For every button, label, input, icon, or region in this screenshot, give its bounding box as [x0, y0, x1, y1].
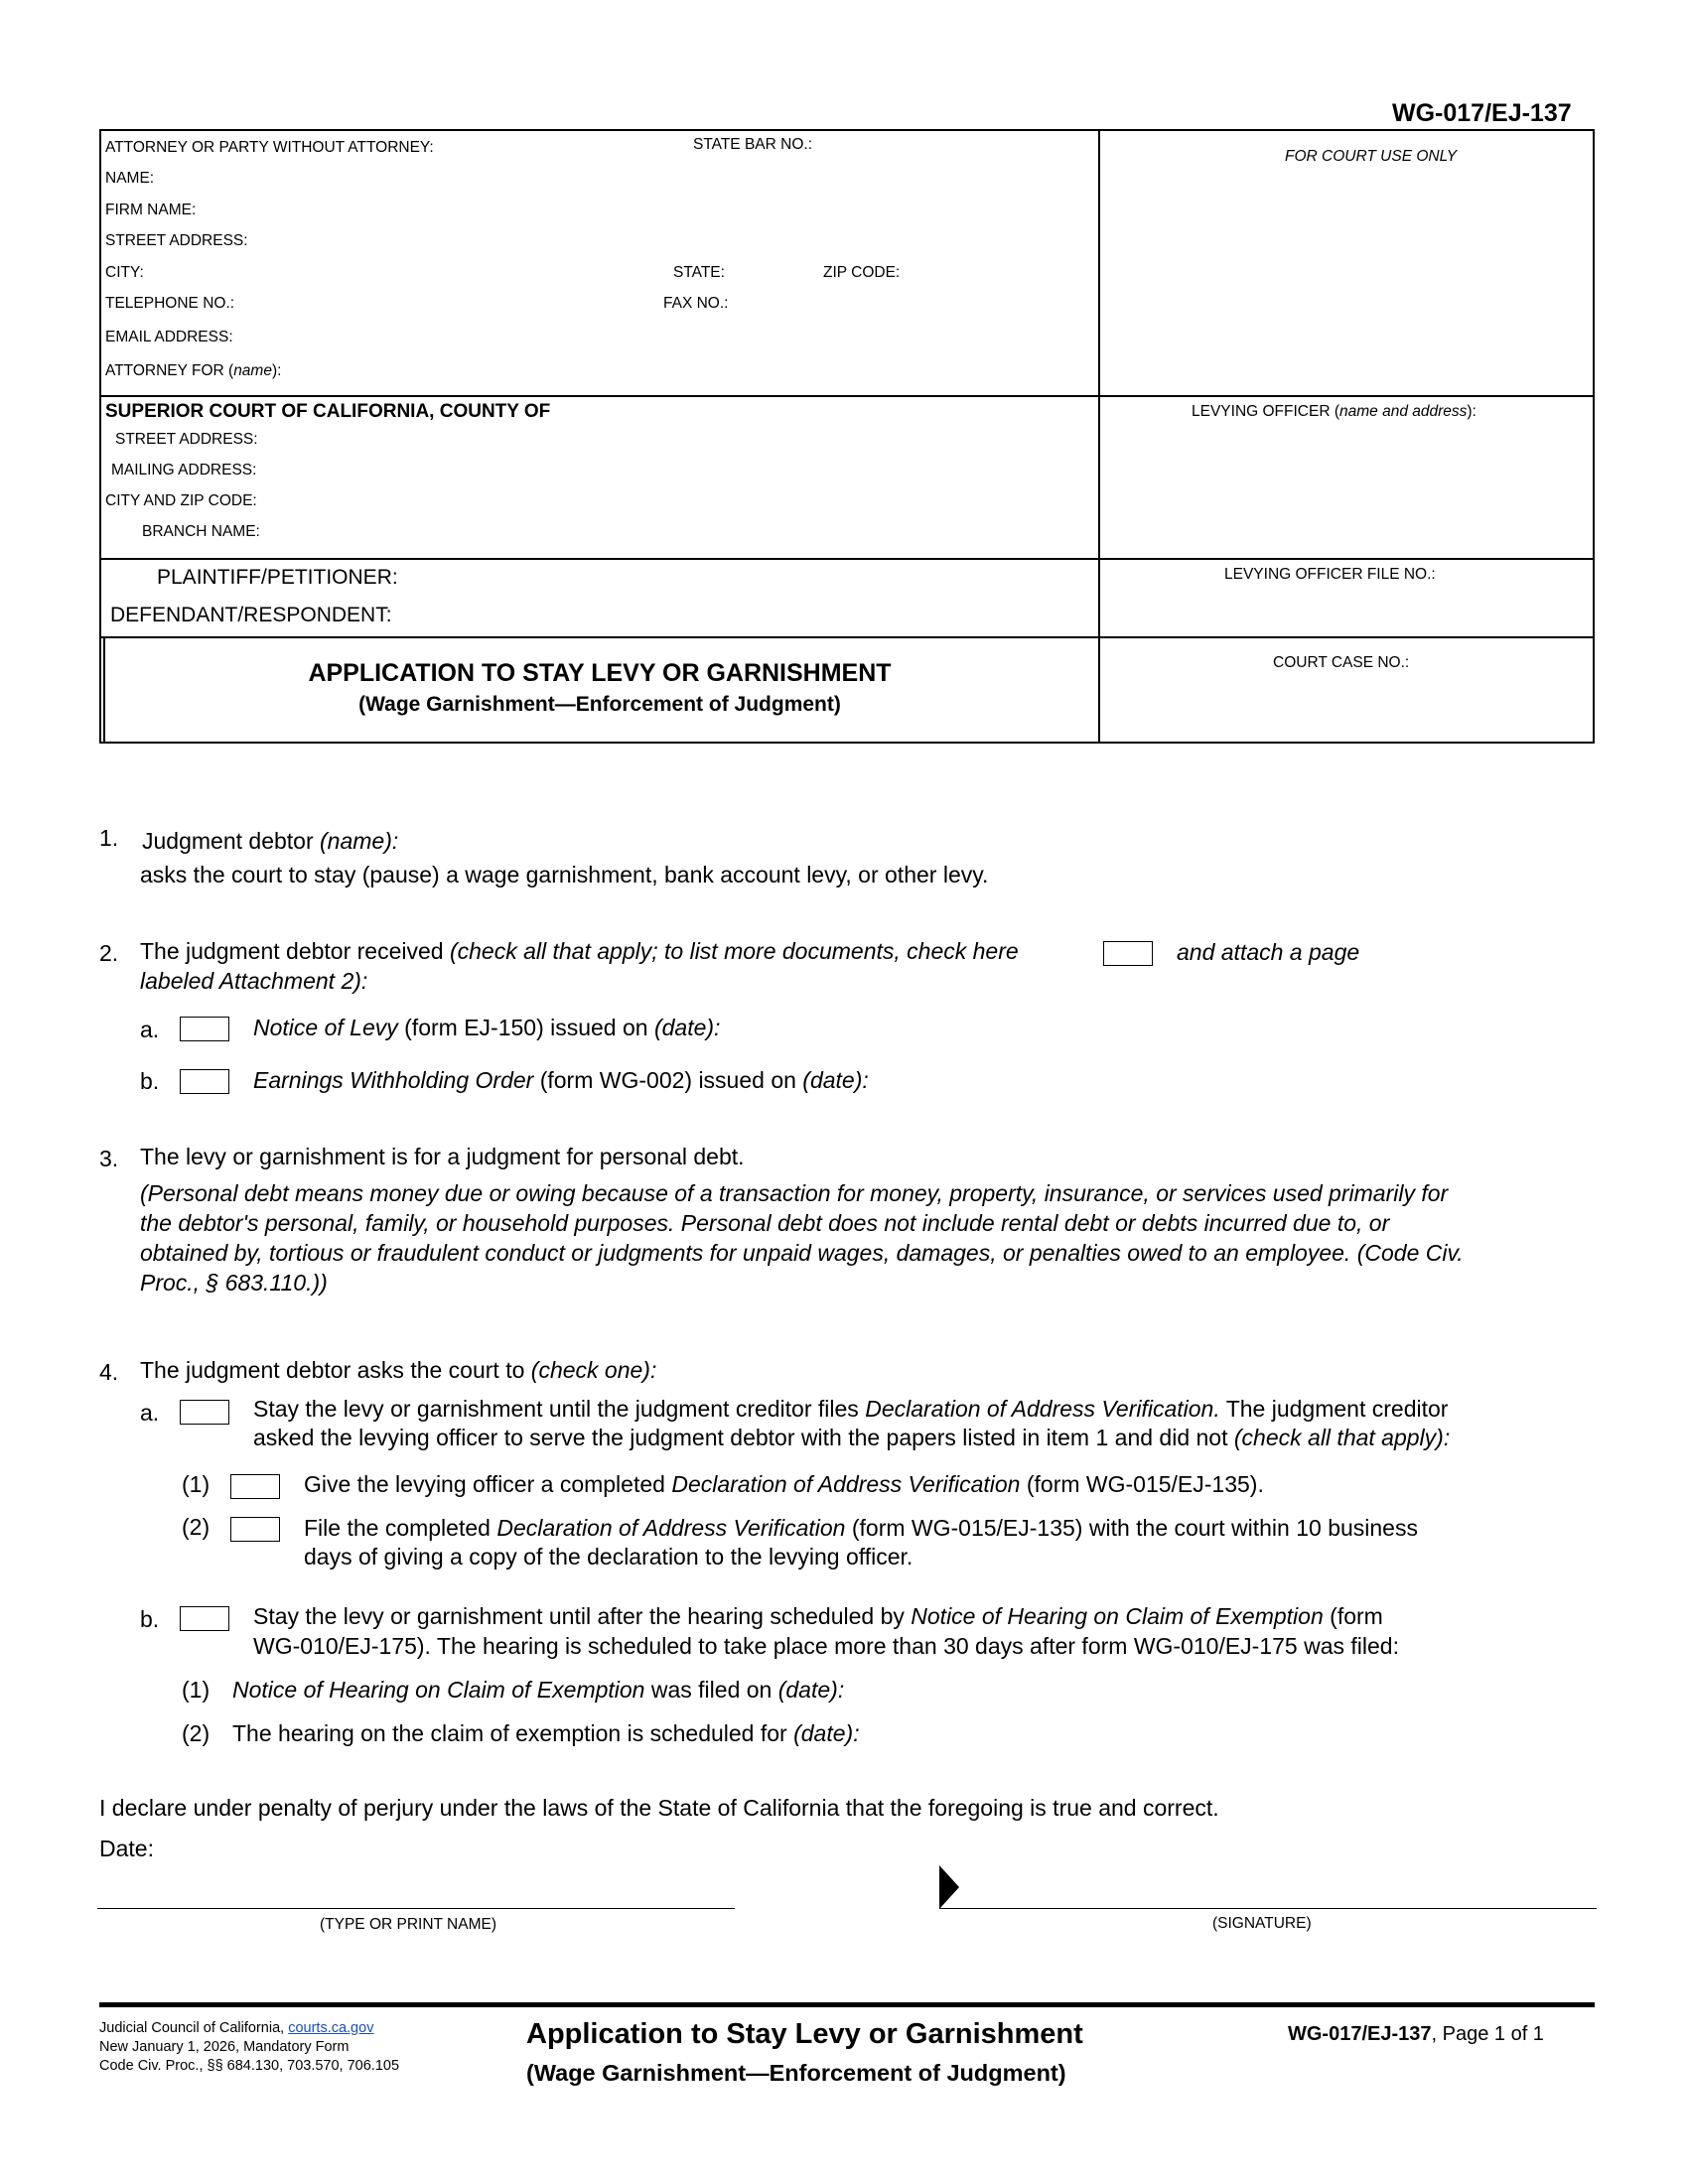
item-4b2-date: (date): [793, 1720, 860, 1746]
item-4b-line1 [253, 1603, 1383, 1630]
footer-revision: New January 1, 2026, Mandatory Form [99, 2039, 350, 2055]
item-4b1-italic: Notice of Hearing on Claim of Exemption [232, 1677, 645, 1703]
earnings-withholding-checkbox[interactable] [180, 1069, 229, 1094]
telephone-label: TELEPHONE NO.: [105, 295, 235, 312]
footer-form-id: WG-017/EJ-137 [1288, 2023, 1432, 2045]
row-divider-2 [99, 558, 1595, 560]
signature-arrow-icon [937, 1863, 961, 1911]
state-label: STATE: [673, 264, 725, 281]
item-4b1-mid: was filed on [644, 1677, 778, 1703]
item-4a2-post: (form WG-015/EJ-135) with the court within 10 business [845, 1515, 1418, 1541]
header-top-border [99, 129, 1595, 131]
print-name-line[interactable] [97, 1908, 735, 1909]
file-declaration-checkbox[interactable] [230, 1517, 280, 1542]
item-3-text: The levy or garnishment is for a judgment for personal debt. [140, 1144, 745, 1169]
attachment-2-checkbox[interactable] [1103, 941, 1153, 966]
item-4b-line1-italic: Notice of Hearing on Claim of Exemption [911, 1603, 1324, 1629]
item-4a1-italic: Declaration of Address Verification [671, 1471, 1021, 1497]
zip-code-label: ZIP CODE: [823, 264, 901, 281]
court-mailing-label: MAILING ADDRESS: [111, 462, 257, 478]
defendant-label: DEFENDANT/RESPONDENT: [110, 604, 392, 626]
item-4a-line2-pre: asked the levying officer to serve the judgment debtor with the papers listed in item 1 and did not [253, 1425, 1234, 1450]
item-4b2-main: The hearing on the claim of exemption is scheduled for [232, 1720, 794, 1746]
item-4-text [140, 1357, 656, 1384]
stay-until-hearing-checkbox[interactable] [180, 1606, 229, 1631]
item-4b-line1-pre: Stay the levy or garnishment until after the hearing scheduled by [253, 1603, 912, 1629]
item-2b-italic: Earnings Withholding Order [253, 1067, 534, 1093]
court-title: SUPERIOR COURT OF CALIFORNIA, COUNTY OF [105, 401, 551, 422]
item-2a-letter: a. [140, 1017, 160, 1042]
name-label: NAME: [105, 170, 155, 187]
item-4-number: 4. [99, 1359, 119, 1385]
header-left-border [99, 129, 101, 744]
form-title: APPLICATION TO STAY LEVY OR GARNISHMENT [308, 659, 892, 687]
item-2-text-after: and attach a page [1177, 939, 1360, 965]
street-address-label: STREET ADDRESS: [105, 232, 248, 249]
footer-council-text: Judicial Council of California, [99, 2020, 289, 2036]
footer-council [99, 2020, 373, 2036]
plaintiff-label: PLAINTIFF/PETITIONER: [157, 566, 398, 589]
item-2-number: 2. [99, 940, 119, 966]
item-4-text-main: The judgment debtor asks the court to [140, 1357, 531, 1383]
form-subtitle: (Wage Garnishment—Enforcement of Judgment) [358, 693, 841, 716]
footer-subtitle: (Wage Garnishment—Enforcement of Judgment) [526, 2060, 1066, 2086]
state-bar-label: STATE BAR NO.: [693, 136, 812, 153]
attorney-for-end: ): [271, 362, 282, 379]
levying-file-label: LEVYING OFFICER FILE NO.: [1224, 566, 1436, 583]
firm-name-label: FIRM NAME: [105, 202, 197, 218]
signature-caption: (SIGNATURE) [1212, 1915, 1312, 1932]
item-4a-line1-post: The judgment creditor [1219, 1396, 1449, 1422]
item-3-note-3: obtained by, tortious or fraudulent conduct or judgments for unpaid wages, damages, or penalties owed to an employee. (Code Civ. [140, 1240, 1464, 1266]
notice-of-levy-checkbox[interactable] [180, 1017, 229, 1041]
footer-rule [99, 2002, 1595, 2007]
item-2a-date: (date): [653, 1015, 721, 1040]
city-label: CITY: [105, 264, 144, 281]
court-use-only: FOR COURT USE ONLY [1285, 148, 1458, 165]
court-street-label: STREET ADDRESS: [115, 431, 258, 448]
item-4a1-text [304, 1471, 1264, 1498]
judgment-debtor-italic: (name): [320, 828, 399, 854]
item-2b-date: (date): [802, 1067, 869, 1093]
item-4a2-pre: File the completed [304, 1515, 497, 1541]
item-4a1-pre: Give the levying officer a completed [304, 1471, 672, 1497]
item-3-note-2: the debtor's personal, family, or household purposes. Personal debt does not include rental debt or debts incurred due to, or [140, 1210, 1390, 1236]
item-4b1-date: (date): [777, 1677, 845, 1703]
item-3-number: 3. [99, 1146, 119, 1171]
item-2a-text [253, 1015, 720, 1041]
item-4b-line1-post: (form [1323, 1603, 1383, 1629]
attorney-for-text: ATTORNEY FOR ( [105, 362, 234, 379]
date-label: Date: [99, 1836, 154, 1861]
footer-code: Code Civ. Proc., §§ 684.130, 703.570, 706.105 [99, 2058, 400, 2074]
court-branch-label: BRANCH NAME: [142, 523, 260, 540]
row-divider-3 [99, 636, 1595, 638]
item-3-note-4: Proc., § 683.110.)) [140, 1270, 328, 1296]
title-inner-left-border [103, 636, 105, 744]
footer-page [1288, 2023, 1544, 2046]
item-2b-text [253, 1067, 869, 1094]
levying-officer-label [1192, 403, 1477, 421]
item-4a-line1 [253, 1396, 1448, 1423]
judgment-debtor-text: Judgment debtor [142, 828, 321, 854]
item-4a-line1-pre: Stay the levy or garnishment until the judgment creditor files [253, 1396, 866, 1422]
footer-title: Application to Stay Levy or Garnishment [526, 2018, 1083, 2050]
header-right-border [1593, 129, 1595, 744]
judgment-debtor-label [142, 828, 398, 855]
levying-officer-end: ): [1467, 403, 1477, 420]
item-4a-letter: a. [140, 1400, 160, 1426]
item-2-text-line2: labeled Attachment 2): [140, 968, 368, 994]
item-4a2-text [304, 1515, 1418, 1542]
item-4a2-italic: Declaration of Address Verification [496, 1515, 846, 1541]
levying-officer-italic: name and address [1339, 403, 1468, 420]
court-city-zip-label: CITY AND ZIP CODE: [105, 492, 257, 509]
signature-line[interactable] [939, 1908, 1597, 1909]
item-4a-line2 [253, 1425, 1450, 1451]
item-4b2-text [232, 1720, 860, 1747]
email-label: EMAIL ADDRESS: [105, 329, 233, 345]
item-4a-line2-italic: (check all that apply): [1233, 1425, 1451, 1450]
row-divider-1 [99, 395, 1595, 397]
item-4a1-post: (form WG-015/EJ-135). [1020, 1471, 1264, 1497]
item-3-note-1: (Personal debt means money due or owing because of a transaction for money, property, insurance, or services used primarily for [140, 1180, 1449, 1206]
declaration-text: I declare under penalty of perjury under the laws of the State of California that the foregoing is true and correct. [99, 1795, 1219, 1821]
attorney-for-italic: name [233, 362, 272, 379]
print-name-caption: (TYPE OR PRINT NAME) [320, 1916, 496, 1933]
levying-officer-text: LEVYING OFFICER ( [1192, 403, 1339, 420]
item-2a-mid: (form EJ-150) issued on [397, 1015, 654, 1040]
attorney-for-label [105, 362, 281, 380]
court-case-label: COURT CASE NO.: [1273, 654, 1410, 671]
item-1-number: 1. [99, 825, 119, 851]
item-4-text-italic: (check one): [530, 1357, 657, 1383]
give-declaration-checkbox[interactable] [230, 1474, 280, 1499]
courts-link[interactable]: courts.ca.gov [288, 2020, 374, 2036]
item-2a-italic: Notice of Levy [253, 1015, 398, 1040]
header-divider [1098, 129, 1100, 744]
item-4a2-line2: days of giving a copy of the declaration to the levying officer. [304, 1544, 914, 1570]
item-2b-mid: (form WG-002) issued on [533, 1067, 803, 1093]
item-1-text: asks the court to stay (pause) a wage garnishment, bank account levy, or other levy. [140, 862, 989, 887]
stay-until-declaration-checkbox[interactable] [180, 1400, 229, 1425]
item-4b1-text [232, 1677, 844, 1704]
header-bottom-border [99, 742, 1595, 744]
item-4b2-number: (2) [182, 1720, 211, 1746]
item-2-text-a: The judgment debtor received [140, 938, 450, 964]
item-2-text-italic: (check all that apply; to list more documents, check here [449, 938, 1019, 964]
item-4b-line2: WG-010/EJ-175). The hearing is scheduled to take place more than 30 days after form WG-010/EJ-175 was filed: [253, 1633, 1399, 1659]
footer-page-number: , Page 1 of 1 [1431, 2023, 1544, 2045]
item-2-text [140, 938, 1019, 965]
fax-label: FAX NO.: [663, 295, 729, 312]
item-4a-line1-italic: Declaration of Address Verification. [865, 1396, 1220, 1422]
item-2b-letter: b. [140, 1068, 160, 1094]
item-4a1-number: (1) [182, 1471, 211, 1497]
item-4b1-number: (1) [182, 1677, 211, 1703]
form-id-top: WG-017/EJ-137 [1392, 99, 1572, 127]
item-4a2-number: (2) [182, 1514, 211, 1540]
item-4b-letter: b. [140, 1606, 160, 1632]
attorney-label: ATTORNEY OR PARTY WITHOUT ATTORNEY: [105, 139, 434, 156]
